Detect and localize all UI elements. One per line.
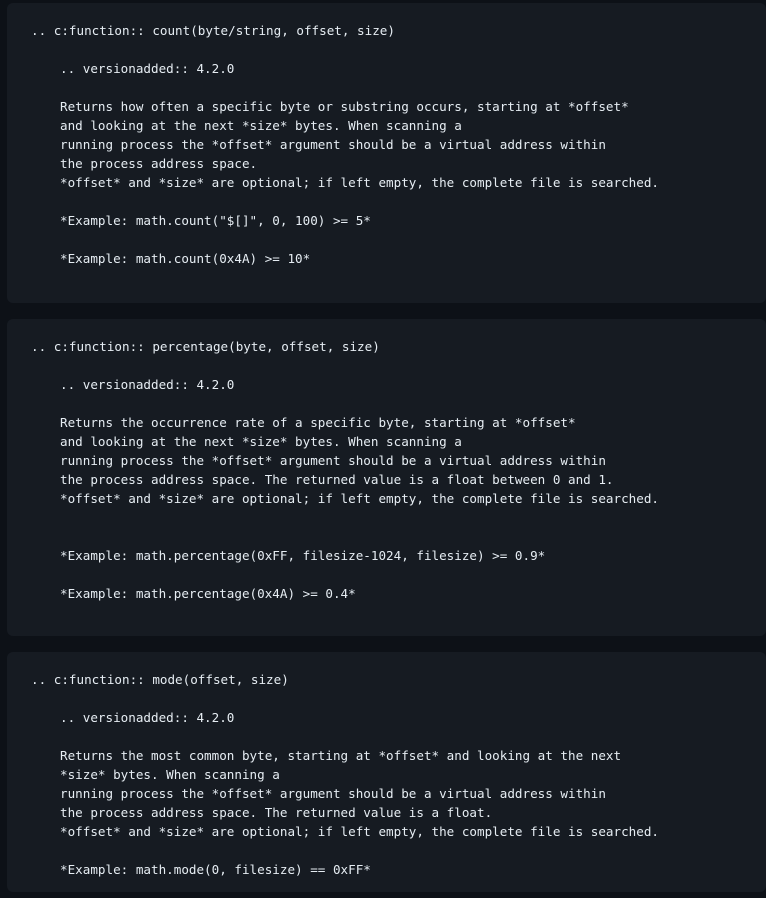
function-directive: .. c:function:: mode(offset, size) [31,672,289,687]
blank-line [31,689,766,708]
example-line: *Example: math.percentage(0xFF, filesize-1024, filesize) >= 0.9* [60,548,546,563]
description-line: Returns how often a specific byte or substring occurs, starting at *offset* [60,99,629,114]
example-line: *Example: math.mode(0, filesize) == 0xFF* [60,862,371,877]
description-line: Returns the occurrence rate of a specific byte, starting at *offset* [60,415,576,430]
blank-line [31,40,766,59]
blank-line [31,527,766,546]
function-directive: .. c:function:: count(byte/string, offset, size) [31,23,395,38]
description-line: *offset* and *size* are optional; if left empty, the complete file is searched. [60,491,659,506]
description-line: the process address space. The returned value is a float. [60,805,493,820]
description-line: Returns the most common byte, starting at *offset* and looking at the next [60,748,622,763]
blank-line [31,394,766,413]
blank-line [31,508,766,527]
blank-line [31,841,766,860]
version-added: .. versionadded:: 4.2.0 [60,377,235,392]
blank-line [31,192,766,211]
description-line: running process the *offset* argument should be a virtual address within [60,137,606,152]
blank-line [31,230,766,249]
description-line: the process address space. [60,156,258,171]
example-line: *Example: math.count(0x4A) >= 10* [60,251,311,266]
description-line: running process the *offset* argument should be a virtual address within [60,786,606,801]
version-added: .. versionadded:: 4.2.0 [60,61,235,76]
code-block-count [7,3,766,303]
code-block-mode [7,652,766,892]
description-line: *offset* and *size* are optional; if left empty, the complete file is searched. [60,175,659,190]
blank-line [31,356,766,375]
blank-line [31,78,766,97]
description-line: *size* bytes. When scanning a [60,767,280,782]
blank-line [31,727,766,746]
description-line: *offset* and *size* are optional; if left empty, the complete file is searched. [60,824,659,839]
description-line: and looking at the next *size* bytes. When scanning a [60,118,462,133]
code-block-percentage [7,319,766,636]
example-line: *Example: math.percentage(0x4A) >= 0.4* [60,586,356,601]
description-line: and looking at the next *size* bytes. When scanning a [60,434,462,449]
version-added: .. versionadded:: 4.2.0 [60,710,235,725]
description-line: the process address space. The returned value is a float between 0 and 1. [60,472,614,487]
example-line: *Example: math.count("$[]", 0, 100) >= 5* [60,213,371,228]
description-line: running process the *offset* argument should be a virtual address within [60,453,606,468]
blank-line [31,565,766,584]
function-directive: .. c:function:: percentage(byte, offset, size) [31,339,380,354]
